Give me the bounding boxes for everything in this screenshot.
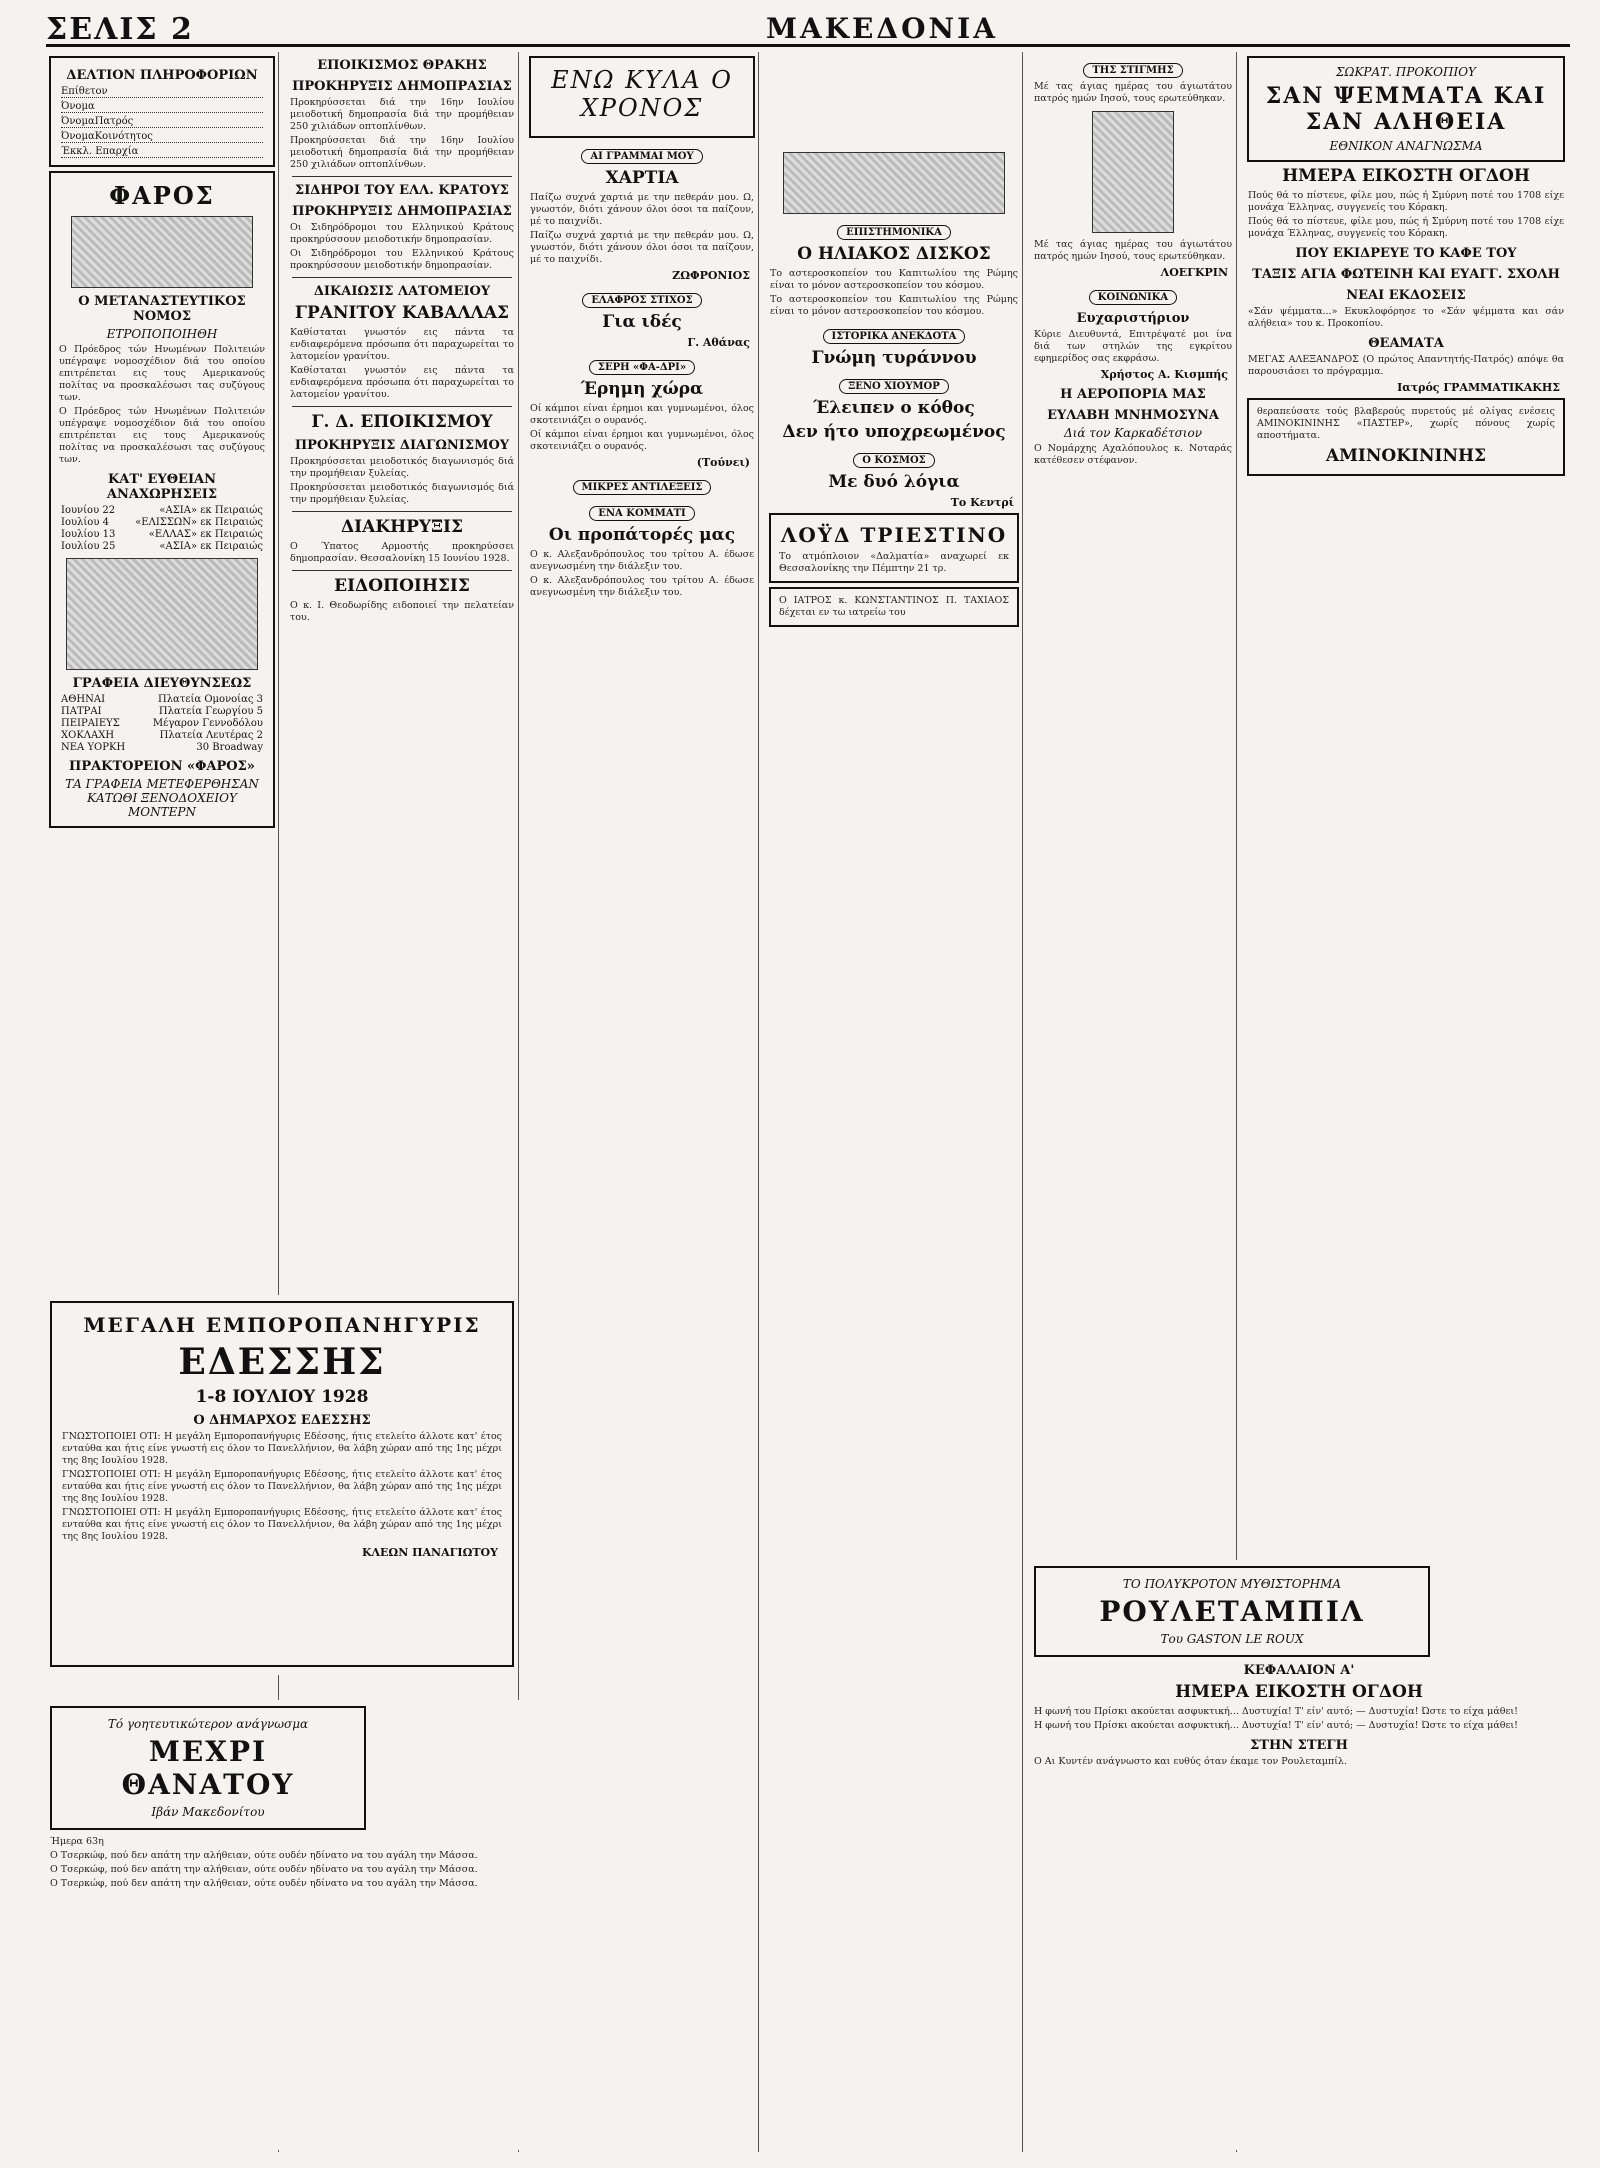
notice-text: Προκηρύσσεται μειοδοτικός διαγωνισμός διά την προμήθειαν ξυλείας. bbox=[290, 456, 514, 479]
novel-sub: ΕΘΝΙΚΟΝ ΑΝΑΓΝΩΣΜΑ bbox=[1329, 139, 1483, 153]
notice-text: Οι Σιδηρόδρομοι του Ελληνικού Κράτους προκηρύσσουν μειοδοτικήν δημοπρασίαν. bbox=[290, 248, 514, 271]
roulet-chapter: ΚΕΦΑΛΑΙΟΝ Α' bbox=[1243, 1663, 1355, 1678]
notice-sub: ΠΡΟΚΗΡΥΞΙΣ ΔΙΑΓΩΝΙΣΜΟΥ bbox=[294, 438, 510, 453]
notice-title: ΔΙΑΚΗΡΥΞΙΣ bbox=[340, 517, 464, 537]
divider bbox=[292, 176, 512, 177]
decorative-illustration bbox=[783, 152, 1005, 214]
article-signature: Γ. Αθάνας bbox=[687, 336, 750, 349]
notice-text: Ο κ. Ι. Θεοδωρίδης ειδοποιεί την πελατείαν του. bbox=[290, 600, 514, 623]
section-tag: ΑΙ ΓΡΑΜΜΑΙ ΜΟΥ bbox=[581, 149, 702, 164]
pharos-ad bbox=[49, 171, 275, 828]
article-title: Για ιδές bbox=[602, 312, 682, 332]
law-title: Ο ΜΕΤΑΝΑΣΤΕΥΤΙΚΟΣ ΝΟΜΟΣ bbox=[78, 294, 246, 324]
section-text: «Σάν ψέμματα...» Εκυκλοφόρησε το «Σάν ψέμματα και σάν αλήθεια» του κ. Προκοπίου. bbox=[1248, 306, 1564, 329]
roulet-text: Ο Αι Κυντέν ανάγνωστο και ευθύς όταν έκαμε τον Ρουλεταμπίλ. bbox=[1034, 1756, 1347, 1767]
article-title: Γνώμη τυράννου bbox=[811, 348, 977, 368]
form-field: ΌνομαΚοινότητος bbox=[61, 131, 263, 143]
chapter-title: ΗΜΕΡΑ ΕΙΚΟΣΤΗ ΟΓΔΟΗ bbox=[1282, 166, 1530, 186]
steamship-illustration bbox=[66, 558, 258, 670]
serial-text: Ο Τσερκώφ, πού δεν απάτη την αλήθειαν, ούτε ουδέν ηδίνατο να του αγάλη την Μάσσα. bbox=[50, 1850, 478, 1861]
section-heading: ΤΑΞΙΣ ΑΓΙΑ ΦΩΤΕΙΝΗ ΚΑΙ ΕΥΑΓΓ. ΣΧΟΛΗ bbox=[1252, 267, 1560, 282]
divider bbox=[292, 277, 512, 278]
notice-title: ΔΙΚΑΙΩΣΙΣ ΛΑΤΟΜΕΙΟΥ bbox=[313, 284, 491, 299]
novel-title: ΣΑΝ ΨΕΜΜΑΤΑ ΚΑΙ ΣΑΝ ΑΛΗΘΕΙΑ bbox=[1265, 83, 1547, 135]
article-text: Οί κάμποι είναι έρημοι και γυμνωμένοι, όλος σκοτεινιάζει ο ουρανός. bbox=[530, 403, 754, 426]
aminokinini-ad bbox=[1247, 398, 1565, 476]
departure-row: Ιουλίου 25 «ΑΣΙΑ» εκ Πειραιώς bbox=[61, 541, 263, 552]
notice-text: Οι Σιδηρόδρομοι του Ελληνικού Κράτους προκηρύσσουν μειοδοτικήν δημοπρασίαν. bbox=[290, 222, 514, 245]
fair-dates: 1-8 ΙΟΥΛΙΟΥ 1928 bbox=[195, 1387, 369, 1407]
article-text: Ο Νομάρχης Αχαλόπουλος κ. Νοταράς κατέθεσεν στέφανον. bbox=[1034, 443, 1232, 466]
article-signature: Χρήστος Α. Κισμπής bbox=[1100, 368, 1228, 381]
section-tag: ΙΣΤΟΡΙΚΑ ΑΝΕΚΔΟΤΑ bbox=[823, 329, 966, 344]
article-text: Το αστεροσκοπείον του Καπιτωλίου της Ρώμης είναι το μόνον αστεροσκοπείον του κόσμου. bbox=[770, 294, 1018, 317]
article-text: Ο κ. Αλεξανδρόπουλος του τρίτου Α. έδωσε ανεγνωσμένη την διάλεξιν του. bbox=[530, 549, 754, 572]
fair-text: ΓΝΩΣΤΟΠΟΙΕΙ ΟΤΙ: Η μεγάλη Εμποροπανήγυρις Εδέσσης, ήτις ετελείτο άλλοτε κατ' έτος ενταύθα και ήτις είνε γνωστή εις όλον το Πανελλήνιον, θα λάβη χώραν από της 1ης μέχρι της 8ης Ιουλίου 1928. bbox=[62, 1469, 502, 1504]
novel-text: Πούς θά το πίστευε, φίλε μου, πώς ή Σμύρνη ποτέ του 1708 είχε μονάχα Έλληνας, συγγενείς του Κόρακη. bbox=[1248, 216, 1564, 239]
agency-sub: ΤΑ ΓΡΑΦΕΙΑ ΜΕΤΕΦΕΡΘΗΣΑΝ ΚΑΤΩΘΙ ΞΕΝΟΔΟΧΕΙΟΥ ΜΟΝΤΕΡΝ bbox=[65, 777, 259, 819]
serial-text: Ο Τσερκώφ, πού δεν απάτη την αλήθειαν, ούτε ουδέν ηδίνατο να του αγάλη την Μάσσα. bbox=[50, 1864, 478, 1875]
section-tag: ΞΕΝΟ ΧΙΟΥΜΟΡ bbox=[839, 379, 949, 394]
article-signature: ΛΟΕΓΚΡΙΝ bbox=[1160, 266, 1228, 279]
section-tag: ΕΠΙΣΤΗΜΟΝΙΚΑ bbox=[837, 225, 951, 240]
serial-author: Ιβάν Μακεδονίτου bbox=[151, 1805, 265, 1819]
fair-mayor: Ο ΔΗΜΑΡΧΟΣ ΕΔΕΣΣΗΣ bbox=[193, 1413, 371, 1428]
section-tag: ΚΟΙΝΩΝΙΚΑ bbox=[1089, 290, 1177, 305]
roulet-text: Η φωνή του Πρίσκι ακούεται ασφυκτική... Δυστυχία! Τ' είν' αυτό; — Δυστυχία! Ώστε το είχα μάθει! bbox=[1034, 1706, 1518, 1717]
fair-ad bbox=[46, 1295, 518, 1675]
serial-section bbox=[46, 1700, 758, 2150]
form-field: ΌνομαΠατρός bbox=[61, 116, 263, 128]
section-tag: ΤΗΣ ΣΤΙΓΜΗΣ bbox=[1083, 63, 1182, 78]
agency-title: ΠΡΑΚΤΟΡΕΙΟΝ «ΦΑΡΟΣ» bbox=[69, 759, 255, 774]
article-text: Παίζω συχνά χαρτιά με την πεθεράν μου. Ω, γνωστόν, διότι χάνουν όλοι όσοι τα παίζουν, μέ το παιχνίδι. bbox=[530, 230, 754, 265]
office-row: ΑΘΗΝΑΙ Πλατεία Ομονοίας 3 bbox=[61, 694, 263, 705]
article-title: Η ΑΕΡΟΠΟΡΙΑ ΜΑΣ bbox=[1060, 387, 1206, 402]
form-field: Έκκλ. Επαρχία bbox=[61, 146, 263, 158]
form-title: ΔΕΛΤΙΟΝ ΠΛΗΡΟΦΟΡΙΩΝ bbox=[66, 68, 258, 83]
serial-day: Ήμερα 63η bbox=[50, 1836, 104, 1847]
office-row: ΧΟΚΛΑΧΗ Πλατεία Λευτέρας 2 bbox=[61, 730, 263, 741]
notice-title: ΕΠΟΙΚΙΣΜΟΣ ΘΡΑΚΗΣ bbox=[317, 58, 487, 73]
departures-title: ΚΑΤ' ΕΥΘΕΙΑΝ ΑΝΑΧΩΡΗΣΕΙΣ bbox=[106, 472, 218, 502]
law-sub: ΕΤΡΟΠΟΠΟΙΗΘΗ bbox=[106, 327, 218, 341]
notice-sub: ΓΡΑΝΙΤΟΥ ΚΑΒΑΛΛΑΣ bbox=[294, 303, 510, 323]
divider bbox=[292, 511, 512, 512]
notice-sub: ΠΡΟΚΗΡΥΞΙΣ ΔΗΜΟΠΡΑΣΙΑΣ bbox=[292, 204, 512, 219]
section-tag: ΜΙΚΡΕΣ ΑΝΤΙΛΕΞΕΙΣ bbox=[573, 480, 712, 495]
fair-sign: ΚΛΕΩΝ ΠΑΝΑΓΙΩΤΟΥ bbox=[361, 1546, 498, 1559]
novel-banner bbox=[1247, 56, 1565, 162]
doctor-signature: Ιατρός ΓΡΑΜΜΑΤΙΚΑΚΗΣ bbox=[1397, 381, 1560, 394]
article-signature: (Τούνει) bbox=[696, 456, 750, 469]
info-form bbox=[49, 56, 275, 167]
law-text: Ο Πρόεδρος τών Ηνωμένων Πολιτειών υπέγραψε νομοσχέδιον διά του οποίου επιτρέπεται εις τους Αμερικανούς πολίτας να προσκαλέσωσι τας συζύγους των. bbox=[59, 344, 265, 403]
article-title: Έλειπεν ο κόθος bbox=[813, 398, 975, 418]
article-title: Ο ΗΛΙΑΚΟΣ ΔΙΣΚΟΣ bbox=[797, 244, 991, 264]
offices-title: ΓΡΑΦΕΙΑ ΔΙΕΥΘΥΝΣΕΩΣ bbox=[72, 676, 252, 691]
law-text: Ο Πρόεδρος τών Ηνωμένων Πολιτειών υπέγραψε νομοσχέδιον διά του οποίου επιτρέπεται εις τους Αμερικανούς πολίτας να προσκαλέσωσι τας συζύγους των. bbox=[59, 406, 265, 465]
notice-text: Ο Ύπατος Αρμοστής προκηρύσσει δημοπρασίαν. Θεσσαλονίκη 15 Ιουνίου 1928. bbox=[290, 541, 514, 564]
section-tag: ΕΛΑΦΡΟΣ ΣΤΙΧΟΣ bbox=[582, 293, 701, 308]
series-banner bbox=[529, 56, 755, 138]
fair-city: ΕΔΕΣΣΗΣ bbox=[178, 1341, 386, 1383]
roulet-sub: ΣΤΗΝ ΣΤΕΓΗ bbox=[1250, 1738, 1348, 1753]
ad-title: ΑΜΙΝΟΚΙΝΙΝΗΣ bbox=[1325, 446, 1487, 466]
rouletabille-section bbox=[1030, 1560, 1568, 2150]
notice-title: ΣΙΔΗΡΟΙ ΤΟΥ ΕΛΛ. ΚΡΑΤΟΥΣ bbox=[295, 183, 509, 198]
article-text: Μέ τας άγιας ημέρας του άγιωτάτου πατρός ημών Ιησού, τους ερωτεύθηκαν. bbox=[1034, 239, 1232, 262]
ad-text: Το ατμόπλοιον «Δαλματία» αναχωρεί εκ Θεσσαλονίκης την Πέμπτην 21 τρ. bbox=[779, 551, 1009, 574]
article-title: Με δυό λόγια bbox=[828, 472, 960, 492]
section-heading: ΠΟΥ ΕΚΙΔΡΕΥΕ ΤΟ ΚΑΦΕ ΤΟΥ bbox=[1295, 246, 1517, 261]
lloyd-ad bbox=[769, 513, 1019, 583]
section-heading: ΘΕΑΜΑΤΑ bbox=[1368, 336, 1444, 351]
fair-text: ΓΝΩΣΤΟΠΟΙΕΙ ΟΤΙ: Η μεγάλη Εμποροπανήγυρις Εδέσσης, ήτις ετελείτο άλλοτε κατ' έτος ενταύθα και ήτις είνε γνωστή εις όλον το Πανελλήνιον, θα λάβη χώραν από της 1ης μέχρι της 8ης Ιουλίου 1928. bbox=[62, 1507, 502, 1542]
office-row: ΝΕΑ ΥΟΡΚΗ 30 Broadway bbox=[61, 742, 263, 753]
roulet-text: Η φωνή του Πρίσκι ακούεται ασφυκτική... Δυστυχία! Τ' είν' αυτό; — Δυστυχία! Ώστε το είχα μάθει! bbox=[1034, 1720, 1518, 1731]
divider bbox=[292, 570, 512, 571]
office-row: ΠΑΤΡΑΙ Πλατεία Γεωργίου 5 bbox=[61, 706, 263, 717]
fair-title: ΜΕΓΑΛΗ ΕΜΠΟΡΟΠΑΝΗΓΥΡΙΣ bbox=[83, 1313, 481, 1337]
article-title: Δεν ήτο υποχρεωμένος bbox=[782, 422, 1006, 442]
ship-illustration bbox=[71, 216, 253, 288]
article-title: Οι προπάτορές μας bbox=[548, 525, 736, 545]
form-field: Όνομα bbox=[61, 101, 263, 113]
roulet-day: ΗΜΕΡΑ ΕΙΚΟΣΤΗ ΟΓΔΟΗ bbox=[1175, 1682, 1423, 1702]
section-heading: ΝΕΑΙ ΕΚΔΟΣΕΙΣ bbox=[1346, 288, 1466, 303]
serial-kicker: Τό γοητευτικώτερον ανάγνωσμα bbox=[107, 1717, 309, 1731]
notice-title: ΕΙΔΟΠΟΙΗΣΙΣ bbox=[334, 576, 470, 596]
roulet-title: ΡΟΥΛΕΤΑΜΠΙΛ bbox=[1099, 1595, 1365, 1628]
section-tag: Ο ΚΟΣΜΟΣ bbox=[853, 453, 935, 468]
departure-row: Ιουνίου 22 «ΑΣΙΑ» εκ Πειραιώς bbox=[61, 505, 263, 516]
divider bbox=[292, 406, 512, 407]
notice-text: Προκηρύσσεται διά την 16ην Ιουλίου μειοδοτική δημοπρασία διά την προμήθειαν 250 χιλιάδων οπτοπλίνθων. bbox=[290, 97, 514, 132]
page-number: ΣΕΛΙΣ 2 bbox=[46, 12, 194, 47]
article-text: Παίζω συχνά χαρτιά με την πεθεράν μου. Ω, γνωστόν, διότι χάνουν όλοι όσοι τα παίζουν, μέ το παιχνίδι. bbox=[530, 192, 754, 227]
office-row: ΠΕΙΡΑΙΕΥΣ Μέγαρον Γεννοδόλου bbox=[61, 718, 263, 729]
ad-text: θεραπεύσατε τούς βλαβερούς πυρετούς μέ ολίγας ενέσεις ΑΜΙΝΟΚΙΝΙΝΗΣ «ΠΑΣΤΕΡ», χωρίς πόνους χωρίς αποστήματα. bbox=[1257, 406, 1555, 441]
notice-sub: ΠΡΟΚΗΡΥΞΙΣ ΔΗΜΟΠΡΑΣΙΑΣ bbox=[292, 79, 512, 94]
article-title: ΧΑΡΤΙΑ bbox=[605, 168, 679, 188]
article-text: Μέ τας άγιας ημέρας του άγιωτάτου πατρός ημών Ιησού, τους ερωτεύθηκαν. bbox=[1034, 81, 1232, 104]
form-field: Επίθετον bbox=[61, 86, 263, 98]
ad-text: Ο ΙΑΤΡΟΣ κ. ΚΩΝΣΤΑΝΤΙΝΟΣ Π. ΤΑΧΙΑΟΣ δέχεται εν τω ιατρείω του bbox=[779, 595, 1009, 618]
article-sub: Διά τον Καρκαδέτσιον bbox=[1063, 426, 1203, 440]
article-signature: ΖΩΦΡΟΝΙΟΣ bbox=[672, 269, 750, 282]
article-text: Κύριε Διευθυντά, Επιτρέψατέ μοι ίνα διά των στηλών της εγκρίτου εφημερίδος σας εκφράσω. bbox=[1034, 329, 1232, 364]
section-tag: ΣΕΡΗ «ΦΑ-ΔΡΙ» bbox=[589, 360, 695, 375]
departure-row: Ιουλίου 4 «ΕΛΙΣΣΩΝ» εκ Πειραιώς bbox=[61, 517, 263, 528]
departure-row: Ιουλίου 13 «ΕΛΛΑΣ» εκ Πειραιώς bbox=[61, 529, 263, 540]
notice-text: Προκηρύσσεται μειοδοτικός διαγωνισμός διά την προμήθειαν ξυλείας. bbox=[290, 482, 514, 505]
notice-text: Καθίσταται γνωστόν εις πάντα τα ενδιαφερόμενα πρόσωπα ότι παραχωρείται το λατομείον γρανίτου. bbox=[290, 365, 514, 400]
article-signature: Το Κεντρί bbox=[950, 496, 1014, 509]
article-title: ΕΥΛΑΒΗ ΜΝΗΜΟΣΥΝΑ bbox=[1047, 408, 1219, 423]
notice-text: Προκηρύσσεται διά την 16ην Ιουλίου μειοδοτική δημοπρασία διά την προμήθειαν 250 χιλιάδων οπτοπλίνθων. bbox=[290, 135, 514, 170]
ad-title: ΛΟΫΔ ΤΡΙΕΣΤΙΝΟ bbox=[780, 523, 1008, 547]
article-text: Ο κ. Αλεξανδρόπουλος του τρίτου Α. έδωσε ανεγνωσμένη την διάλεξιν του. bbox=[530, 575, 754, 598]
series-title: ΕΝΩ ΚΥΛΑ Ο ΧΡΟΝΟΣ bbox=[551, 66, 733, 122]
masthead bbox=[46, 14, 1570, 47]
newspaper-name: ΜΑΚΕΔΟΝΙΑ bbox=[766, 12, 998, 45]
figure-illustration bbox=[1092, 111, 1174, 233]
notice-text: Καθίσταται γνωστόν εις πάντα τα ενδιαφερόμενα πρόσωπα ότι παραχωρείται το λατομείον γρανίτου. bbox=[290, 327, 514, 362]
article-title: Έρημη χώρα bbox=[580, 379, 704, 399]
ship-brand: ΦΑΡΟΣ bbox=[109, 181, 215, 210]
serial-title: ΜΕΧΡΙ ΘΑΝΑΤΟΥ bbox=[121, 1735, 295, 1801]
roulet-kicker: ΤΟ ΠΟΛΥΚΡΟΤΟΝ ΜΥΘΙΣΤΟΡΗΜΑ bbox=[1122, 1577, 1342, 1591]
serial-text: Ο Τσερκώφ, πού δεν απάτη την αλήθειαν, ούτε ουδέν ηδίνατο να του αγάλη την Μάσσα. bbox=[50, 1878, 478, 1889]
roulet-author: Του GASTON LE ROUX bbox=[1160, 1632, 1304, 1646]
fair-text: ΓΝΩΣΤΟΠΟΙΕΙ ΟΤΙ: Η μεγάλη Εμποροπανήγυρις Εδέσσης, ήτις ετελείτο άλλοτε κατ' έτος ενταύθα και ήτις είνε γνωστή εις όλον το Πανελλήνιον, θα λάβη χώραν από της 1ης μέχρι της 8ης Ιουλίου 1928. bbox=[62, 1431, 502, 1466]
section-text: ΜΕΓΑΣ ΑΛΕΞΑΝΔΡΟΣ (Ο πρώτος Απαντητής-Πατρός) απόψε θα παρουσιάσει το πρόγραμμα. bbox=[1248, 354, 1564, 377]
novel-text: Πούς θά το πίστευε, φίλε μου, πώς ή Σμύρνη ποτέ του 1708 είχε μονάχα Έλληνας, συγγενείς του Κόρακη. bbox=[1248, 190, 1564, 213]
novel-author: ΣΩΚΡΑΤ. ΠΡΟΚΟΠΙΟΥ bbox=[1336, 65, 1476, 79]
article-text: Το αστεροσκοπείον του Καπιτωλίου της Ρώμης είναι το μόνον αστεροσκοπείον του κόσμου. bbox=[770, 268, 1018, 291]
section-tag: ΕΝΑ ΚΟΜΜΑΤΙ bbox=[589, 506, 694, 521]
column-4 bbox=[766, 52, 1023, 2152]
article-text: Οί κάμποι είναι έρημοι και γυμνωμένοι, όλος σκοτεινιάζει ο ουρανός. bbox=[530, 429, 754, 452]
notice-title: Γ. Δ. ΕΠΟΙΚΙΣΜΟΥ bbox=[311, 412, 493, 432]
article-title: Ευχαριστήριον bbox=[1076, 311, 1190, 326]
doctor-ad bbox=[769, 587, 1019, 627]
